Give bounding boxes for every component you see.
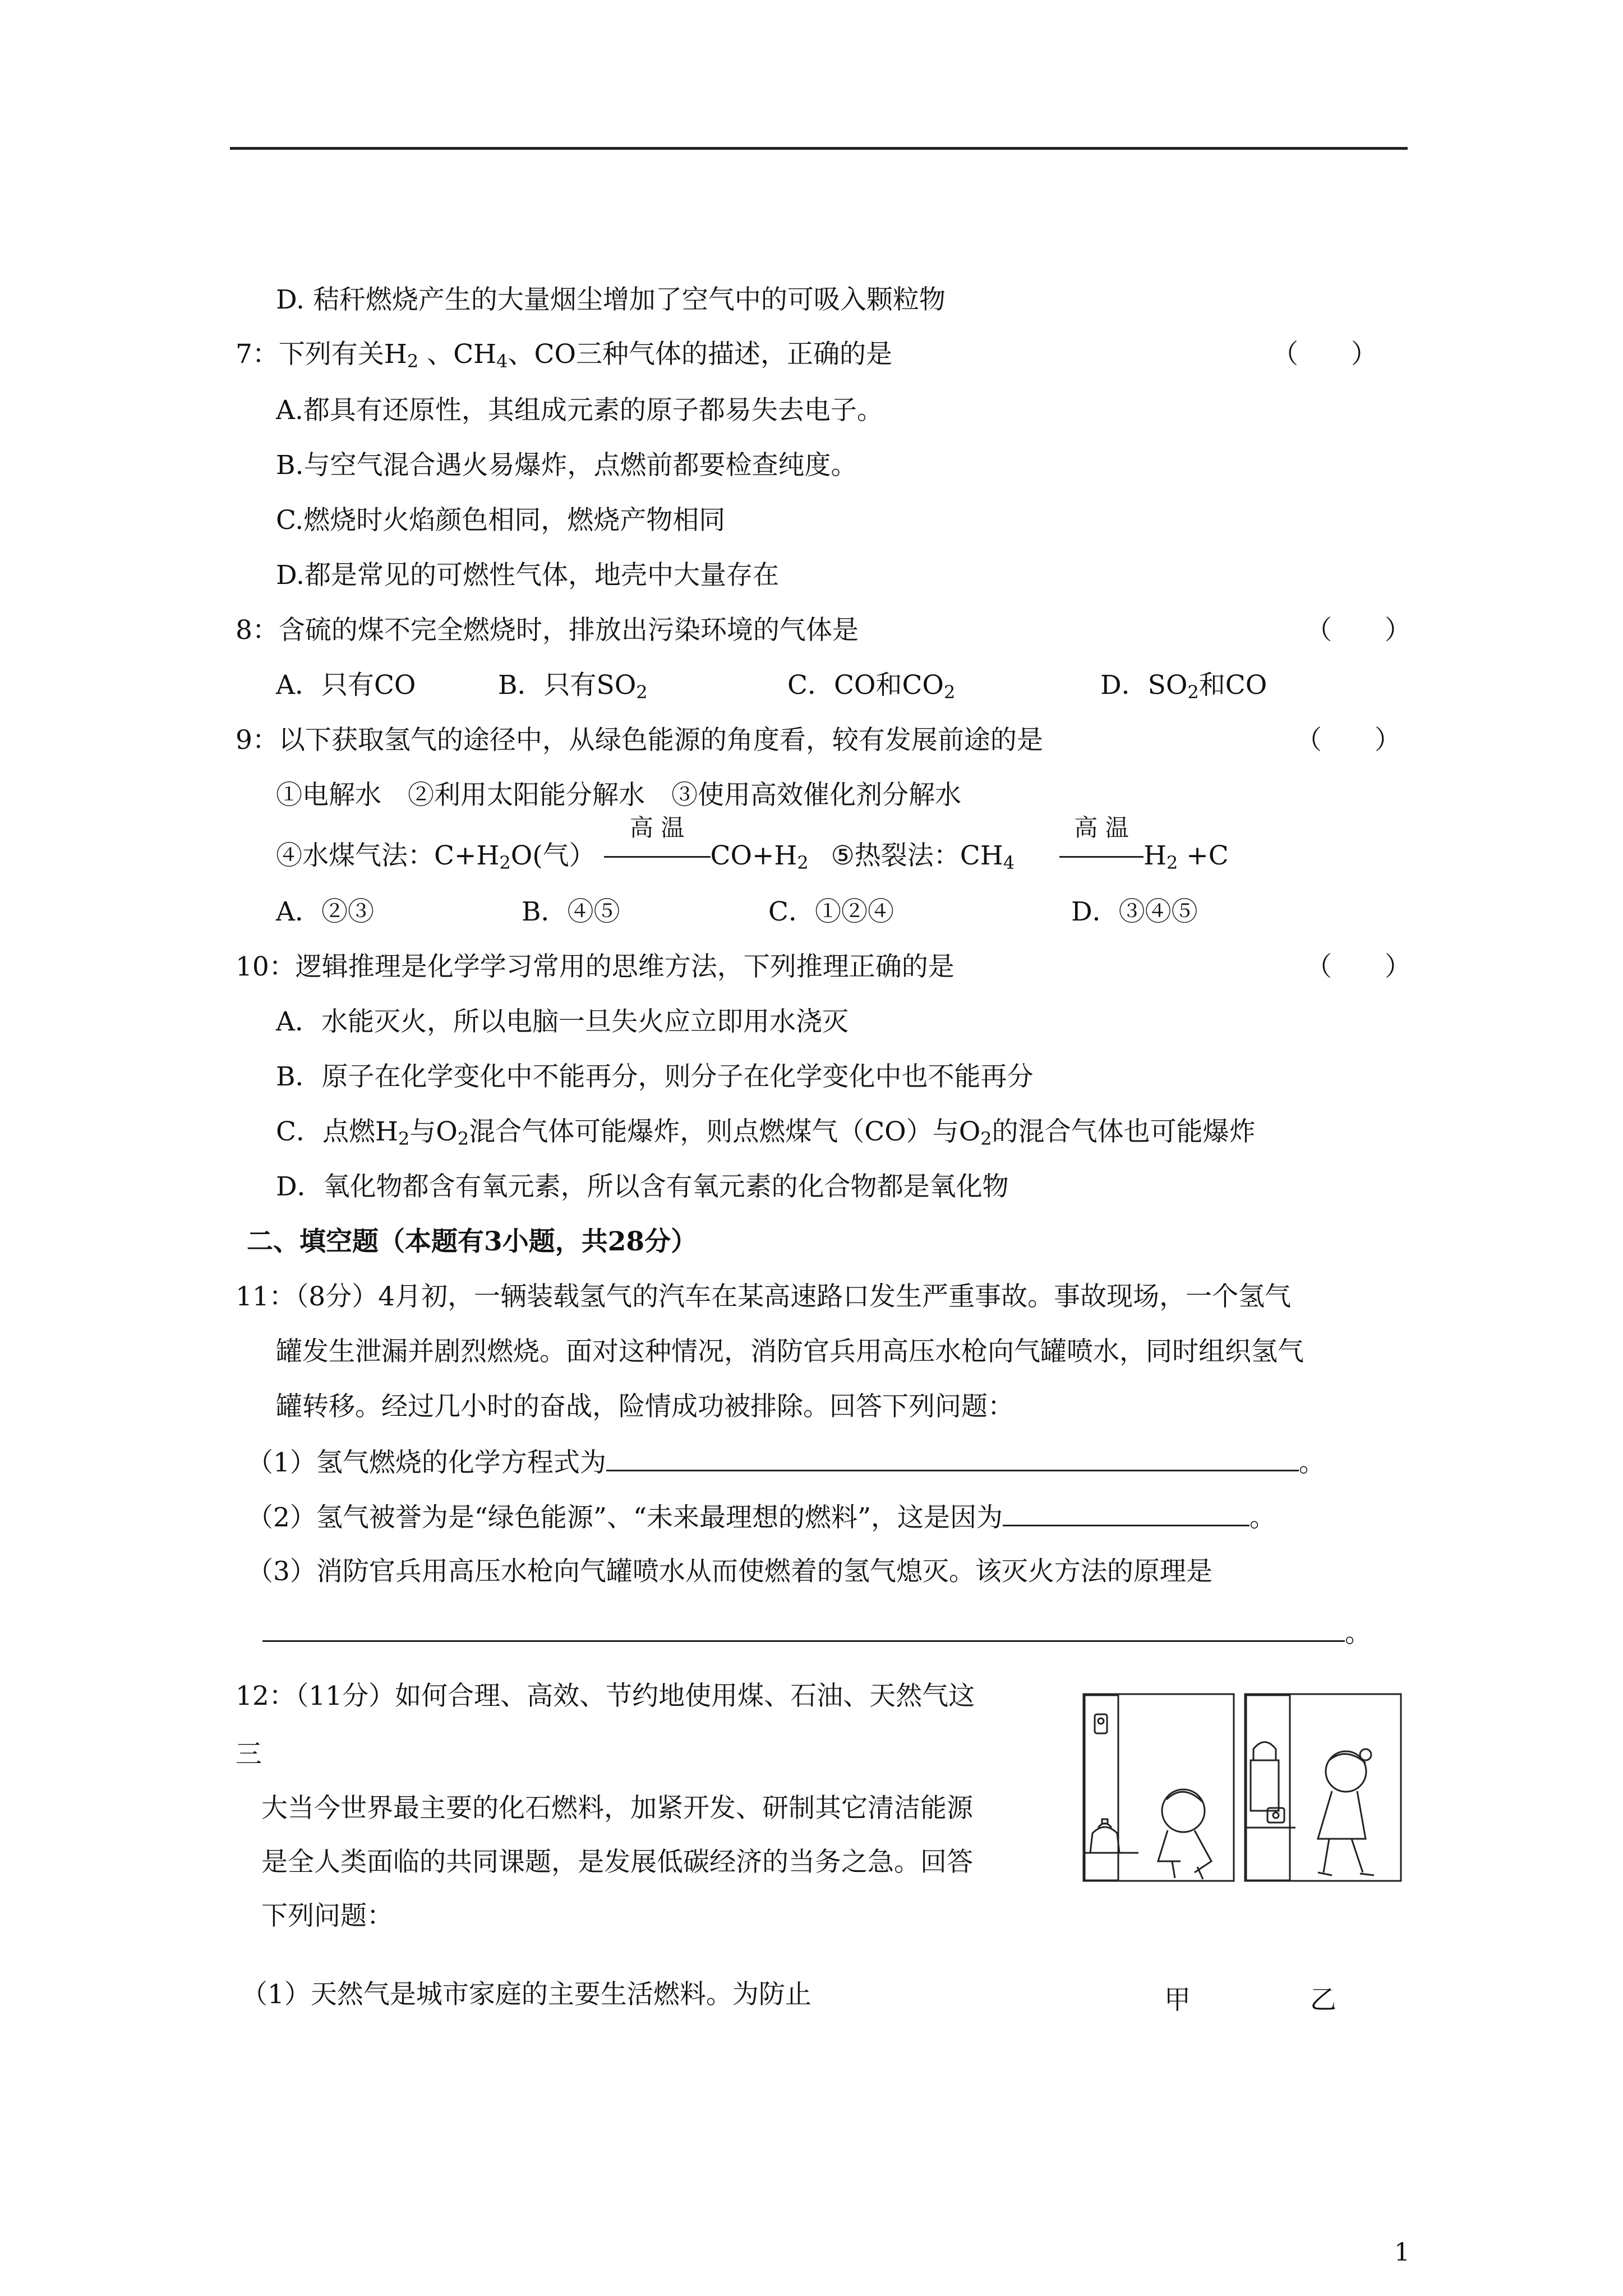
q9-answer-paren[interactable]: （ ） <box>1295 725 1401 756</box>
q9-option-a: A．②③ <box>276 896 374 927</box>
q10-option-c: C．点燃$H_2$与$O_2$混合气体可能爆炸，则点燃煤气（CO）与$O_2$的混合气体也可能爆炸 <box>276 1116 1256 1149</box>
answer-blank-1[interactable] <box>606 1445 1299 1471</box>
q10-stem: 10：逻辑推理是化学学习常用的思维方法，下列推理正确的是 <box>236 951 955 982</box>
q10-answer-paren[interactable]: （ ） <box>1306 951 1411 982</box>
q9-methods-1: ①电解水 ②利用太阳能分解水 ③使用高效催化剂分解水 <box>276 780 961 811</box>
header-rule <box>230 147 1408 150</box>
kitchen-illustration <box>1082 1693 1402 1884</box>
q7-option-c: C.燃烧时火焰颜色相同，燃烧产物相同 <box>276 505 726 536</box>
q12-sub-1: （1）天然气是城市家庭的主要生活燃料。为防止 <box>241 1979 811 2010</box>
q7-option-d: D.都是常见的可燃性气体，地壳中大量存在 <box>276 560 779 591</box>
kettle-b-icon <box>1253 1742 1276 1761</box>
q9-methods-2: ④水煤气法：$C+H_2O$(气） 高 温 $CO+H_2$ ⑤热裂法：$CH_4$ 高 温 $H_2 +C$ <box>276 814 1229 873</box>
section-2-heading: 二、填空题（本题有3小题，共28分） <box>247 1226 698 1257</box>
q8-option-a: A．只有CO <box>276 670 416 701</box>
q11-stem-3: 罐转移。经过几小时的奋战，险情成功被排除。回答下列问题： <box>276 1391 1014 1422</box>
q9-option-c: C．①②④ <box>768 896 894 927</box>
q7-answer-paren[interactable]: （ ） <box>1272 339 1377 370</box>
kettle-a-icon <box>1090 1827 1119 1853</box>
q7-stem: 7：下列有关$H_2$ 、$CH_4$、CO三种气体的描述，正确的是 <box>236 339 892 372</box>
reaction-condition-2: 高 温 <box>1059 839 1144 873</box>
child-a-icon <box>1162 1789 1205 1832</box>
q11-stem-1: 11：（8分）4月初，一辆装载氢气的汽车在某高速路口发生严重事故。事故现场，一个氢气 <box>236 1281 1292 1312</box>
q11-sub-1: （1）氢气燃烧的化学方程式为 。 <box>247 1445 1325 1480</box>
q10-option-d: D．氧化物都含有氧元素，所以含有氧元素的化合物都是氧化物 <box>276 1171 1009 1202</box>
q8-answer-paren[interactable]: （ ） <box>1306 615 1411 646</box>
reaction-condition-1: 高 温 <box>604 839 711 873</box>
page-number: 1 <box>1394 2238 1410 2267</box>
q6-option-d: D. 秸秆燃烧产生的大量烟尘增加了空气中的可吸入颗粒物 <box>276 284 946 315</box>
answer-blank-2[interactable] <box>1003 1500 1249 1526</box>
q8-option-b: B．只有$SO_2$ <box>498 670 648 703</box>
q12-stem-1: 12：（11分）如何合理、高效、节约地使用煤、石油、天然气这 <box>236 1681 975 1711</box>
q11-sub-3: （3）消防官兵用高压水枪向气罐喷水从而使燃着的氢气熄灭。该灭火方法的原理是 <box>247 1556 1212 1587</box>
panel-b-cabinet <box>1246 1695 1290 1880</box>
q11-sub-3-answer: 。 <box>262 1616 1371 1650</box>
q7-option-b: B.与空气混合遇火易爆炸，点燃前都要检查纯度。 <box>276 450 857 481</box>
q9-stem: 9：以下获取氢气的途径中，从绿色能源的角度看，较有发展前途的是 <box>236 725 1043 756</box>
q12-stem-3: 大当今世界最主要的化石燃料，加紧开发、研制其它清洁能源 <box>261 1793 973 1824</box>
q9-option-d: D．③④⑤ <box>1071 896 1198 927</box>
q12-stem-2: 三 <box>236 1739 262 1770</box>
q9-option-b: B．④⑤ <box>522 896 620 927</box>
answer-blank-3[interactable] <box>262 1616 1345 1642</box>
figure-label-a: 甲 <box>1164 1985 1191 2016</box>
q8-option-d: D．$SO_2$和CO <box>1100 670 1267 703</box>
q8-option-c: C．CO和$CO_2$ <box>787 670 956 703</box>
panel-b-frame <box>1245 1694 1401 1881</box>
q11-stem-2: 罐发生泄漏并剧烈燃烧。面对这种情况，消防官兵用高压水枪向气罐喷水，同时组织氢气 <box>276 1336 1304 1367</box>
q12-stem-5: 下列问题： <box>261 1901 393 1931</box>
q7-option-a: A.都具有还原性，其组成元素的原子都易失去电子。 <box>276 395 883 426</box>
figure-label-b: 乙 <box>1310 1985 1336 2016</box>
q8-stem: 8：含硫的煤不完全燃烧时，排放出污染环境的气体是 <box>236 615 859 646</box>
q11-sub-2: （2）氢气被誉为是“绿色能源”、“未来最理想的燃料”，这是因为 。 <box>247 1500 1276 1535</box>
q10-option-a: A．水能灭火，所以电脑一旦失火应立即用水浇灭 <box>276 1006 849 1037</box>
q12-stem-4: 是全人类面临的共同课题，是发展低碳经济的当务之急。回答 <box>261 1847 973 1878</box>
q10-option-b: B．原子在化学变化中不能再分，则分子在化学变化中也不能再分 <box>276 1061 1034 1092</box>
